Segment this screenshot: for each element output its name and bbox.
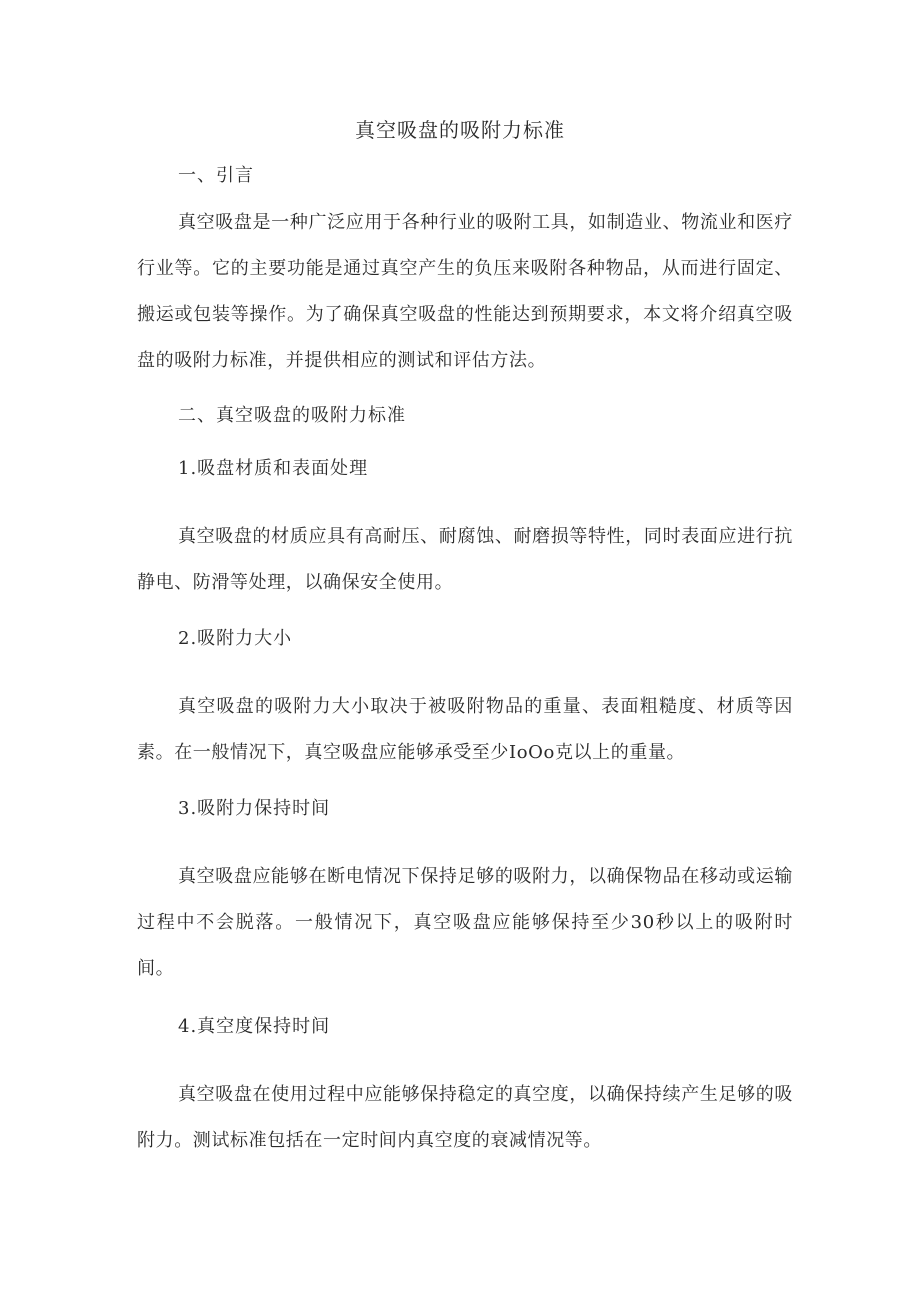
subheading-hold-time: 3.吸附力保持时间 — [178, 798, 331, 819]
subheading-suction-force: 2.吸附力大小 — [178, 628, 293, 649]
subheading-material: 1.吸盘材质和表面处理 — [178, 458, 369, 479]
section-heading-standard: 二、真空吸盘的吸附力标准 — [178, 405, 406, 426]
paragraph-hold-time: 真空吸盘应能够在断电情况下保持足够的吸附力，以确保物品在移动或运输过程中不会脱落。一般情况下，真空吸盘应能够保持至少30秒以上的吸附时间。 — [137, 866, 793, 979]
subheading-vacuum-hold: 4.真空度保持时间 — [178, 1016, 331, 1037]
section-heading-intro: 一、引言 — [178, 165, 254, 186]
paragraph-intro: 真空吸盘是一种广泛应用于各种行业的吸附工具，如制造业、物流业和医疗行业等。它的主要功能是通过真空产生的负压来吸附各种物品，从而进行固定、搬运或包装等操作。为了确保真空吸盘的性能达到预期要求，本文将介绍真空吸盘的吸附力标准，并提供相应的测试和评估方法。 — [137, 212, 793, 371]
document-title: 真空吸盘的吸附力标准 — [355, 118, 565, 142]
paragraph-material: 真空吸盘的材质应具有高耐压、耐腐蚀、耐磨损等特性，同时表面应进行抗静电、防滑等处理，以确保安全使用。 — [137, 526, 793, 593]
paragraph-suction-force: 真空吸盘的吸附力大小取决于被吸附物品的重量、表面粗糙度、材质等因素。在一般情况下，真空吸盘应能够承受至少IoOo克以上的重量。 — [137, 696, 793, 763]
paragraph-vacuum-hold: 真空吸盘在使用过程中应能够保持稳定的真空度，以确保持续产生足够的吸附力。测试标准包括在一定时间内真空度的衰减情况等。 — [137, 1084, 793, 1151]
